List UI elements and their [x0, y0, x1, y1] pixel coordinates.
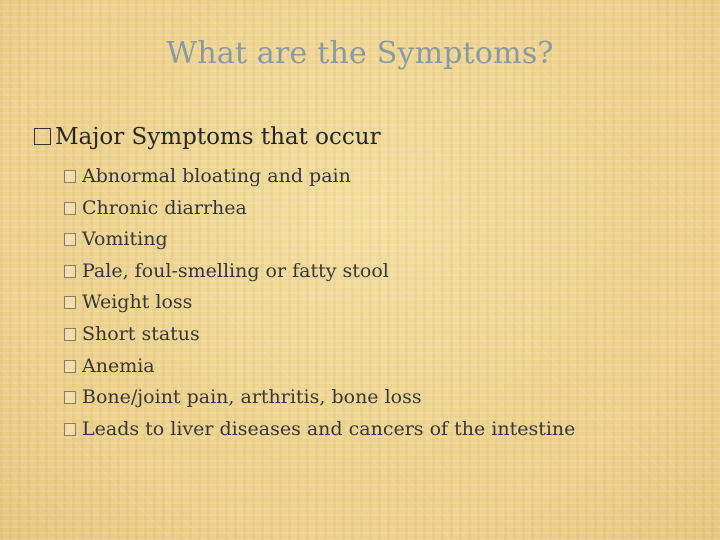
list-item-text: Vomiting	[82, 228, 168, 251]
list-item-text: Leads to liver diseases and cancers of the intestine	[82, 417, 576, 440]
section-heading-text: Major Symptoms that occur	[55, 124, 381, 150]
square-bullet-icon	[64, 328, 76, 341]
list-item	[64, 196, 575, 228]
list-item	[64, 164, 575, 196]
list-item-text: Short status	[82, 322, 200, 345]
square-bullet-icon	[34, 128, 51, 145]
list-item	[64, 227, 575, 259]
square-bullet-icon	[64, 296, 76, 309]
list-item	[64, 417, 575, 449]
list-item-text: Abnormal bloating and pain	[82, 165, 351, 187]
list-item-text: Pale, foul-smelling or fatty stool	[82, 259, 389, 282]
list-item	[64, 322, 575, 354]
list-item-text: Bone/joint pain, arthritis, bone loss	[82, 386, 422, 409]
square-bullet-icon	[64, 265, 76, 278]
square-bullet-icon	[64, 170, 76, 183]
square-bullet-icon	[64, 202, 76, 215]
slide-title: What are the Symptoms?	[166, 36, 554, 71]
section-heading	[34, 124, 381, 150]
symptom-list	[64, 164, 575, 448]
square-bullet-icon	[64, 233, 76, 246]
square-bullet-icon	[64, 423, 76, 436]
list-item	[64, 290, 575, 322]
list-item-text: Chronic diarrhea	[82, 196, 247, 219]
list-item-text: Weight loss	[82, 291, 193, 314]
list-item-text: Anemia	[82, 354, 155, 377]
square-bullet-icon	[64, 391, 76, 404]
list-item	[64, 354, 575, 386]
list-item	[64, 259, 575, 291]
square-bullet-icon	[64, 360, 76, 373]
list-item	[64, 385, 575, 417]
